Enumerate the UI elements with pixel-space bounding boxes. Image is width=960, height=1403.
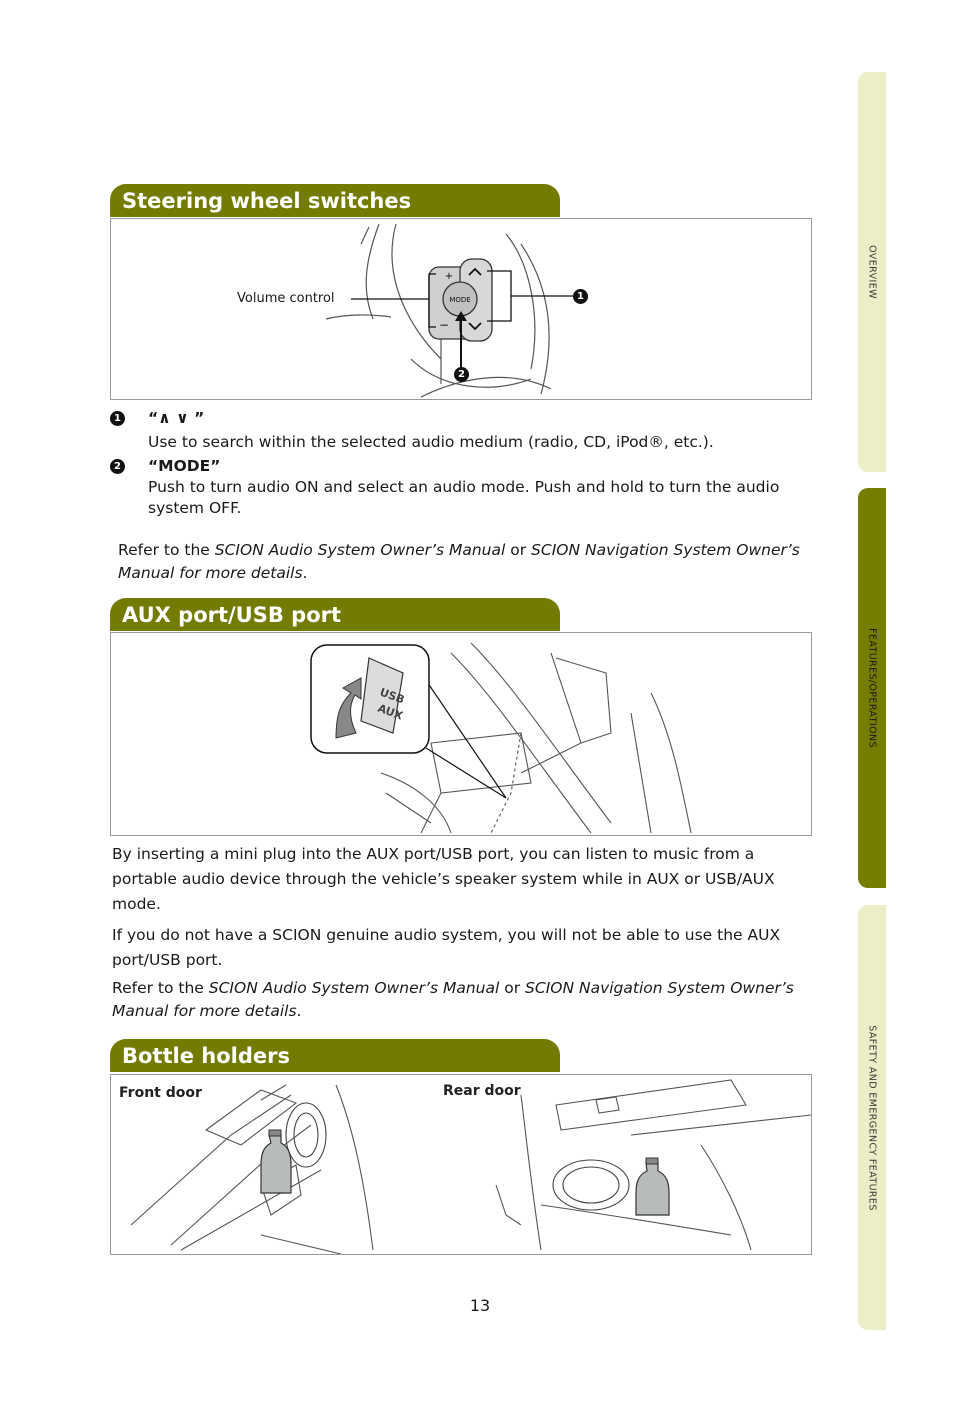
item-1-marker: 1 xyxy=(110,411,125,426)
side-tab-safety-label: SAFETY AND EMERGENCY FEATURES xyxy=(866,1024,878,1211)
mode-button-label: MODE xyxy=(449,296,471,304)
steering-illustration xyxy=(110,218,812,400)
page-number: 13 xyxy=(469,1296,491,1315)
aux-console-drawing xyxy=(111,633,811,835)
front-door-caption: Front door xyxy=(119,1085,202,1101)
refer-end: . xyxy=(302,564,308,582)
rear-door-caption: Rear door xyxy=(443,1083,521,1099)
callout-1-marker: 1 xyxy=(573,289,588,304)
item-2-marker: 2 xyxy=(110,459,125,474)
bottle-holders-drawing xyxy=(111,1075,811,1254)
aux-refer-or: or xyxy=(504,979,521,997)
volume-control-label: Volume control xyxy=(237,291,335,306)
refer-manual-audio: SCION Audio System Owner’s Manual xyxy=(214,541,506,559)
refer-prefix: Refer to the xyxy=(118,541,210,559)
aux-refer-manual-nav: SCION Navigation System Owner’s Manual for more details xyxy=(112,979,794,1020)
side-tab-overview-label: OVERVIEW xyxy=(866,245,878,299)
aux-refer-end: . xyxy=(296,1002,302,1020)
steering-item-2 xyxy=(110,456,810,519)
aux-section-title: AUX port/USB port xyxy=(110,598,560,631)
item-2-text: Push to turn audio ON and select an audio mode. Push and hold to turn the audio system OFF. xyxy=(148,478,780,517)
svg-text:+: + xyxy=(444,271,454,282)
svg-text:−: − xyxy=(438,318,450,332)
aux-paragraph-2: If you do not have a SCION genuine audio system, you will not be able to use the AUX port/USB port. xyxy=(112,926,781,969)
bottle-section-title: Bottle holders xyxy=(110,1039,560,1072)
aux-illustration xyxy=(110,632,812,836)
aux-refer-prefix: Refer to the xyxy=(112,979,204,997)
item-1-text: Use to search within the selected audio medium (radio, CD, iPod®, etc.). xyxy=(148,433,714,451)
aux-paragraph-1: By inserting a mini plug into the AUX port/USB port, you can listen to music from a portable audio device through the vehicle’s speaker system while in AUX or USB/AUX mode. xyxy=(112,845,775,913)
refer-or: or xyxy=(510,541,527,559)
aux-port-label: AUX xyxy=(375,701,405,723)
side-tab-safety[interactable] xyxy=(858,905,886,1330)
side-tab-features[interactable] xyxy=(858,488,886,888)
steering-item-1 xyxy=(110,408,810,453)
usb-port-label: USB xyxy=(377,685,407,707)
steering-section-title: Steering wheel switches xyxy=(110,184,560,217)
bottle-illustration xyxy=(110,1074,812,1255)
side-tab-overview[interactable] xyxy=(858,72,886,472)
aux-refer-text xyxy=(112,977,802,1023)
steering-refer-text xyxy=(118,539,808,585)
refer-manual-nav: SCION Navigation System Owner’s Manual for more details xyxy=(118,541,800,582)
callout-2-marker: 2 xyxy=(454,367,469,382)
aux-refer-manual-audio: SCION Audio System Owner’s Manual xyxy=(208,979,500,997)
item-1-title: “∧ ∨ ” xyxy=(148,409,205,427)
item-2-title: “MODE” xyxy=(148,457,221,475)
side-tab-features-label: FEATURES/OPERATIONS xyxy=(866,628,878,748)
